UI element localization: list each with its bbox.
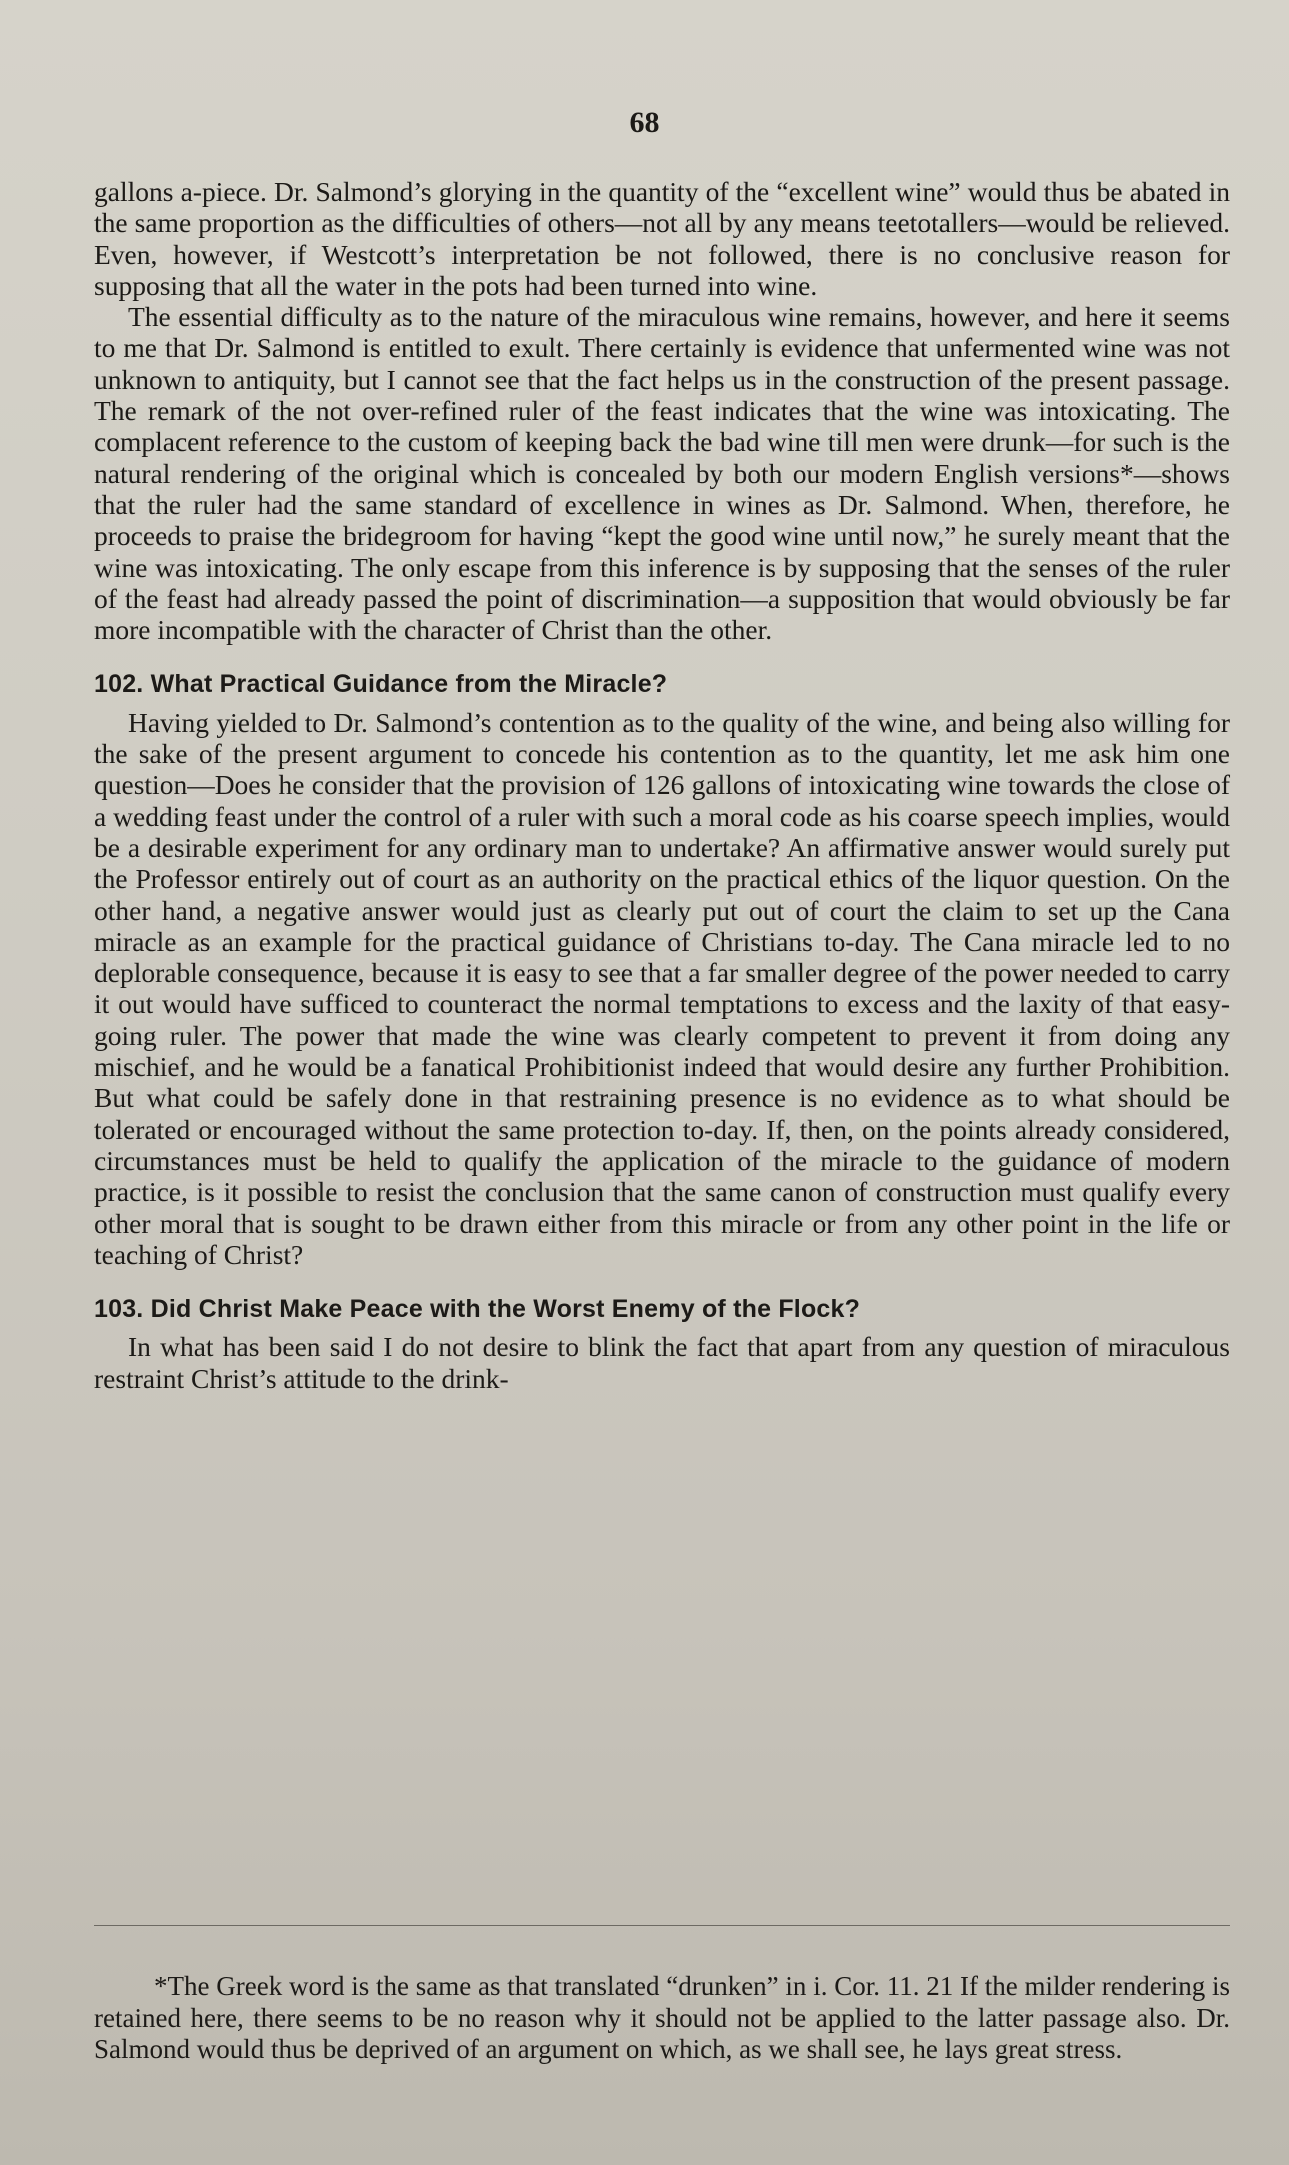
paragraph-continued: gallons a-piece. Dr. Salmond’s glorying in the quantity of the “excellent wine” would thus be abated in the same proportion as the difficulties of others—not all by any means teetotallers—would be relieved. Even, however, if Westcott’s interpretation be not followed, there is no conclusive reason for supposing that all the water in the pots had been turned into wine. <box>94 176 1230 301</box>
page-number: 68 <box>629 106 660 139</box>
paragraph-miraculous-wine: The essential difficulty as to the nature of the miraculous wine remains, however, and here it seems to me that Dr. Salmond is entitled to exult. There certainly is evidence that unfermented wine was not unknown to antiquity, but I cannot see that the fact helps us in the construction of the present passage. The remark of the not over-refined ruler of the feast indicates that the wine was intoxicating. The complacent reference to the custom of keeping back the bad wine till men were drunk—for such is the natural rendering of the original which is concealed by both our modern English versions*—shows that the ruler had the same standard of excellence in wines as Dr. Salmond. When, therefore, he proceeds to praise the bridegroom for having “kept the good wine until now,” he surely meant that the wine was intoxicating. The only escape from this inference is by supposing that the senses of the ruler of the feast had already passed the point of discrimination—a supposition that would obviously be far more incompatible with the character of Christ than the other. <box>94 301 1230 646</box>
page-body <box>94 176 1230 1394</box>
footnote: *The Greek word is the same as that translated “drunken” in i. Cor. 11. 21 If the milder rendering is retained here, there seems to be no reason why it should not be applied to the latter passage also. Dr. Salmond would thus be deprived of an argument on which, as we shall see, he lays great stress. <box>94 1971 1230 2064</box>
section-heading-103: 103. Did Christ Make Peace with the Worst Enemy of the Flock? <box>94 1295 861 1324</box>
section-heading-102: 102. What Practical Guidance from the Miracle? <box>94 670 668 699</box>
footnote-divider <box>94 1925 1230 1926</box>
paragraph-section-102: Having yielded to Dr. Salmond’s contention as to the quality of the wine, and being also willing for the sake of the present argument to concede his contention as to the quantity, let me ask him one question—Does he consider that the provision of 126 gallons of intoxicating wine towards the close of a wedding feast under the control of a ruler with such a moral code as his coarse speech implies, would be a desirable experiment for any ordinary man to undertake? An affirmative answer would surely put the Professor entirely out of court as an authority on the practical ethics of the liquor question. On the other hand, a negative answer would just as clearly put out of court the claim to set up the Cana miracle as an example for the practical guidance of Christians to-day. The Cana miracle led to no deplorable consequence, because it is easy to see that a far smaller degree of the power needed to carry it out would have sufficed to counteract the normal temptations to excess and the laxity of that easy-going ruler. The power that made the wine was clearly competent to prevent it from doing any mischief, and he would be a fanatical Prohibitionist indeed that would desire any further Prohibition. But what could be safely done in that restraining presence is no evidence as to what should be tolerated or encouraged without the same protection to-day. If, then, on the points already considered, circumstances must be held to qualify the application of the miracle to the guidance of modern practice, is it possible to resist the conclusion that the same canon of construction must qualify every other moral that is sought to be drawn either from this miracle or from any other point in the life or teaching of Christ? <box>94 706 1230 1270</box>
paragraph-section-103: In what has been said I do not desire to blink the fact that apart from any question of miraculous restraint Christ’s attitude to the drink- <box>94 1331 1230 1394</box>
